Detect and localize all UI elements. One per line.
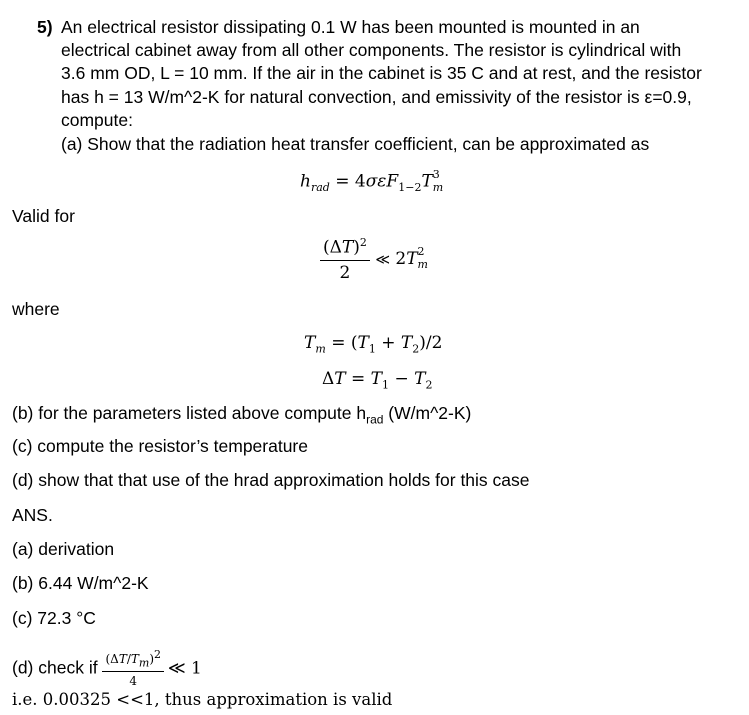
check-fraction: $\frac{(\Delta T/T_m)^2}{4}$: [102, 661, 167, 675]
answer-b: (b) 6.44 W/m^2-K: [12, 573, 149, 593]
equation-delta-t: $\Delta T = T_1 - T_2$: [322, 369, 433, 392]
problem-line-2: electrical cabinet away from all other components. The resistor is cylindrical with: [61, 40, 682, 60]
problem-line-3: 3.6 mm OD, L = 10 mm. If the air in the cabinet is 35 C and at rest, and the resistor: [61, 63, 702, 83]
equation-tm: $T_m = (T_1 + T_2)/2$: [304, 333, 443, 356]
problem-line-4: has h = 13 W/m^2-K for natural convection, and emissivity of the resistor is ε=0.9,: [61, 87, 692, 107]
answers-heading: ANS.: [12, 505, 53, 525]
valid-for-label: Valid for: [12, 206, 75, 226]
answer-c: (c) 72.3 °C: [12, 608, 96, 628]
where-label: where: [12, 299, 60, 319]
answer-d: (d) check if $\frac{(\Delta T/T_m)^2}{4}$ ≪ 1: [12, 648, 202, 689]
part-a-prompt: (a) Show that the radiation heat transfer coefficient, can be approximated as: [61, 134, 650, 154]
part-b-prompt: (b) for the parameters listed above compute $h_{rad}$ (W/m^2-K): [12, 403, 472, 427]
problem-line-5: compute:: [61, 110, 133, 130]
conclusion-line: i.e. 0.00325 <<1, thus approximation is valid: [12, 690, 393, 709]
problem-number: 5): [37, 17, 53, 37]
equation-hrad: $h_{rad} = 4\sigma\varepsilon F_{1-2}T^3_m$: [300, 168, 444, 195]
part-d-prompt: (d) show that that use of the hrad approximation holds for this case: [12, 470, 530, 490]
answer-a: (a) derivation: [12, 539, 115, 559]
part-c-prompt: (c) compute the resistor’s temperature: [12, 436, 308, 456]
validity-inequality: $\frac{(\Delta T)^2}{2}$ ≪ $2T^2_m$: [320, 236, 428, 283]
problem-line-1: An electrical resistor dissipating 0.1 W has been mounted is mounted in an: [61, 17, 640, 37]
